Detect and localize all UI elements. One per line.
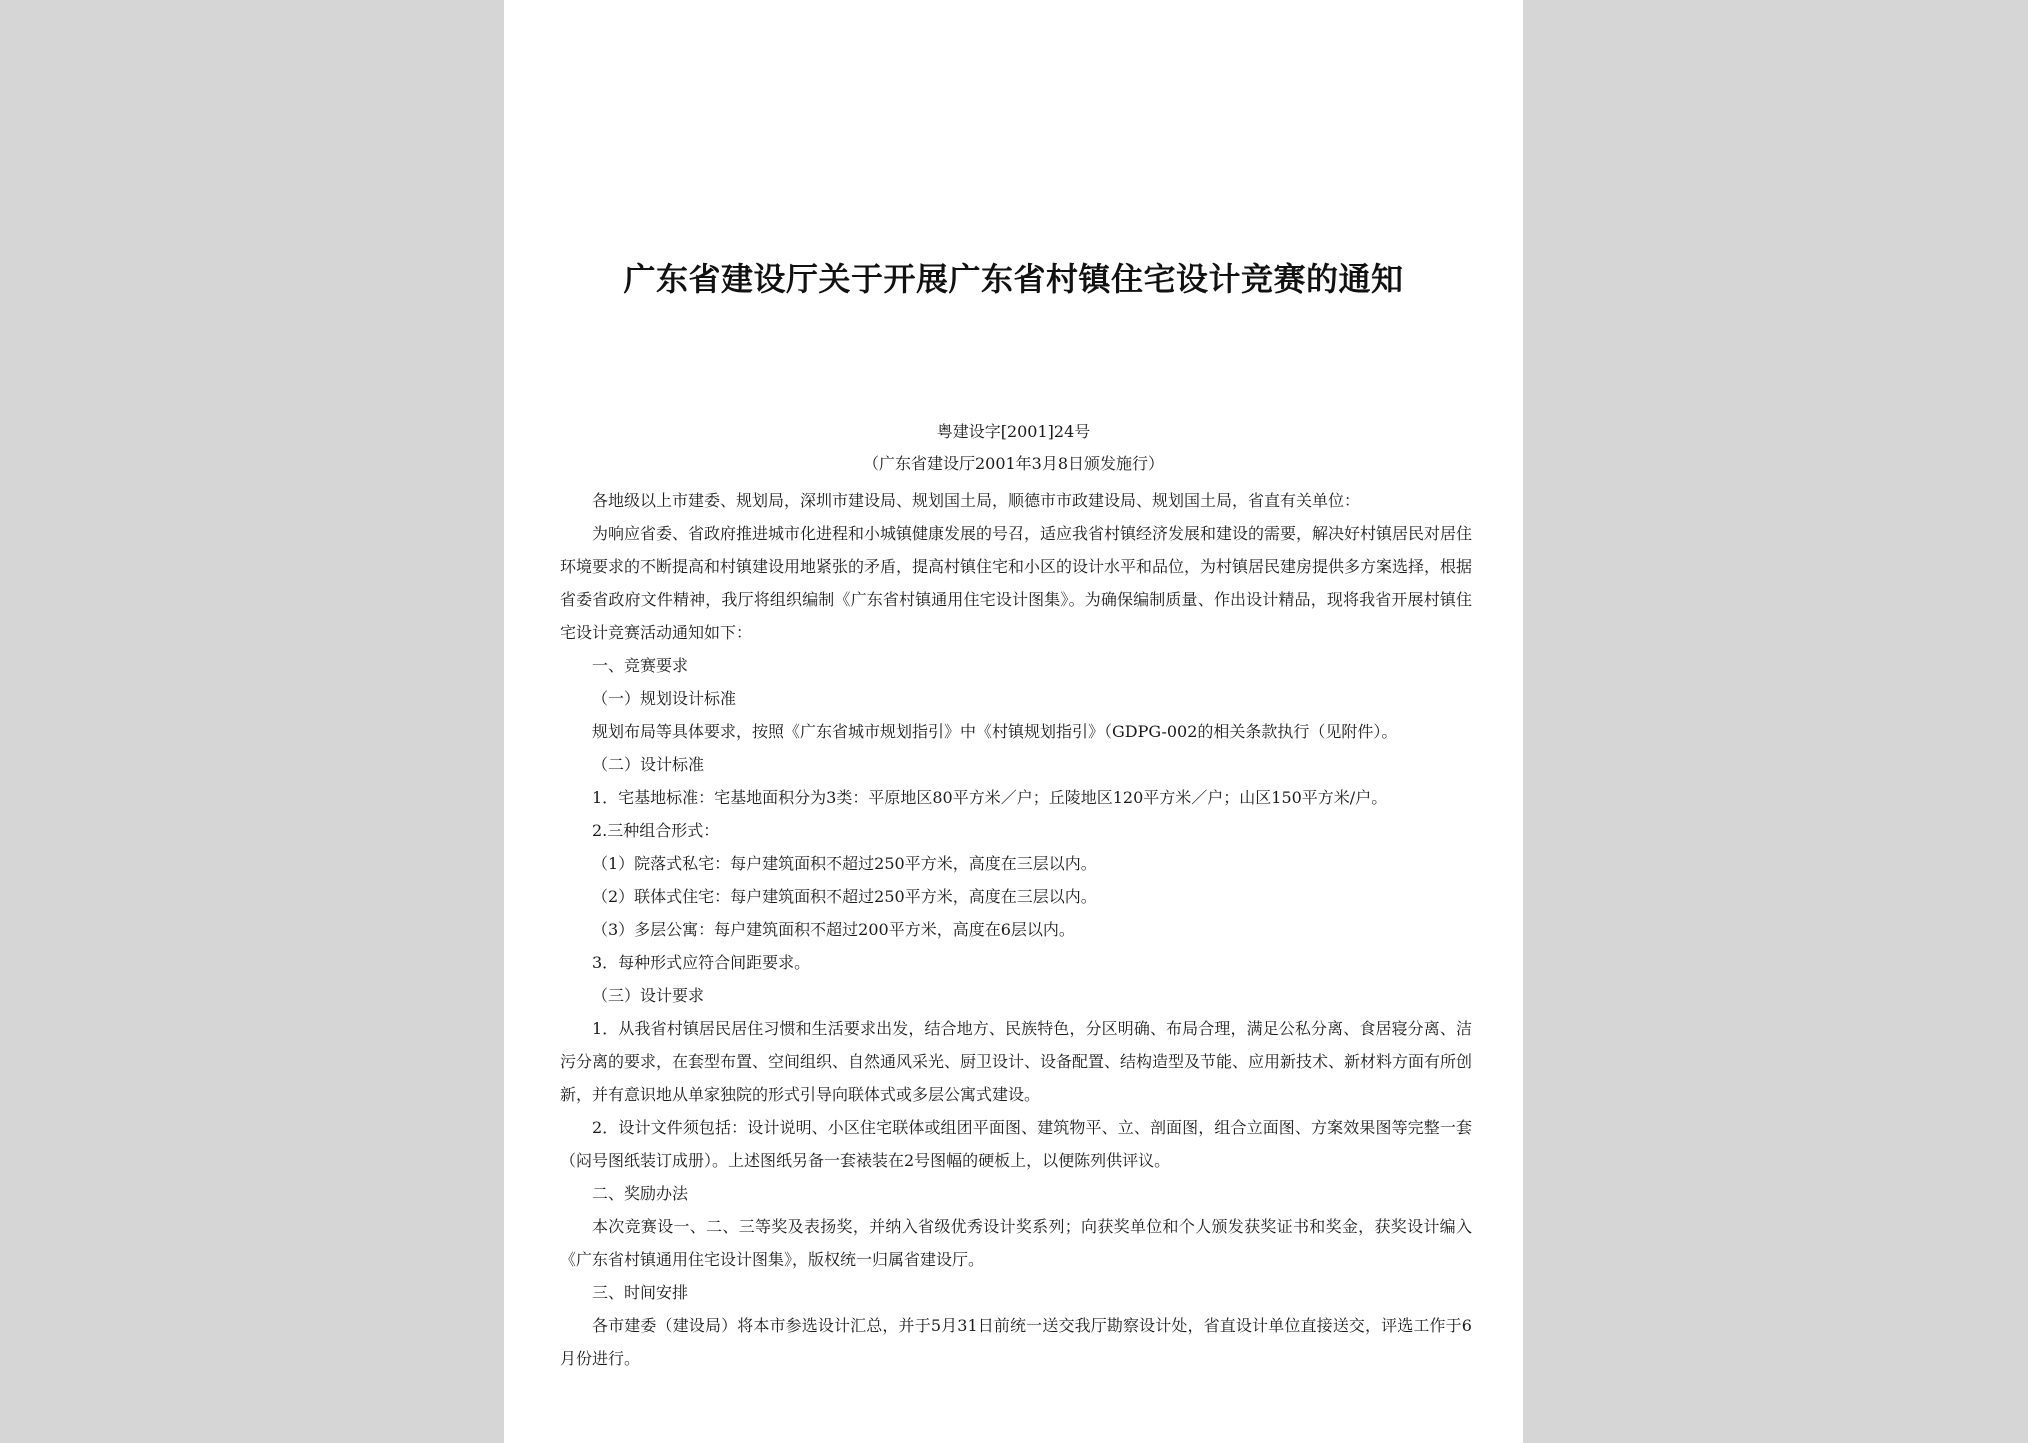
document-body [560,484,1472,1375]
list-item: 2.三种组合形式： [592,821,720,840]
list-item: （2）联体式住宅：每户建筑面积不超过250平方米，高度在三层以内。 [592,887,1097,906]
list-item: 1．从我省村镇居民居住习惯和生活要求出发，结合地方、民族特色，分区明确、布局合理，满足公私分离、食居寝分离、洁污分离的要求，在套型布置、空间组织、自然通风采光、厨卫设计、设备配置、结构造型及节能、应用新技术、新材料方面有所创新，并有意识地从单家独院的形式引导向联体式或多层公寓式建设。 [560,1019,1473,1104]
document-page [504,0,1523,1443]
list-item: （3）多层公寓：每户建筑面积不超过200平方米，高度在6层以内。 [592,920,1075,939]
document-number: 粤建设字[2001]24号 [936,422,1091,441]
list-item: 2．设计文件须包括：设计说明、小区住宅联体或组团平面图、建筑物平、立、剖面图，组合立面图、方案效果图等完整一套（闷号图纸装订成册）。上述图纸另备一套裱装在2号图幅的硬板上，以便陈列供评议。 [560,1118,1472,1170]
body-paragraph: 各市建委（建设局）将本市参选设计汇总，并于5月31日前统一送交我厅勘察设计处，省直设计单位直接送交，评选工作于6月份进行。 [560,1316,1472,1368]
issued-note: （广东省建设厅2001年3月8日颁发施行） [862,454,1165,473]
list-item: 3．每种形式应符合间距要求。 [592,953,811,972]
body-paragraph: 规划布局等具体要求，按照《广东省城市规划指引》中《村镇规划指引》（GDPG-002的相关条款执行（见附件）。 [592,722,1398,741]
body-paragraph: 本次竞赛设一、二、三等奖及表扬奖，并纳入省级优秀设计奖系列；向获奖单位和个人颁发获奖证书和奖金，获奖设计编入《广东省村镇通用住宅设计图集》，版权统一归属省建设厅。 [560,1217,1472,1269]
addressee-line: 各地级以上市建委、规划局，深圳市建设局、规划国土局，顺德市市政建设局、规划国土局，省直有关单位： [592,491,1361,510]
section-heading: 三、时间安排 [592,1283,689,1302]
subsection-heading: （三）设计要求 [592,986,705,1005]
list-item: 1．宅基地标准：宅基地面积分为3类：平原地区80平方米／户；丘陵地区120平方米／户；山区150平方米/户。 [592,788,1388,807]
subsection-heading: （二）设计标准 [592,755,705,774]
section-heading: 二、奖励办法 [592,1184,689,1203]
section-heading: 一、竞赛要求 [592,656,689,675]
intro-paragraph: 为响应省委、省政府推进城市化进程和小城镇健康发展的号召，适应我省村镇经济发展和建设的需要，解决好村镇居民对居住环境要求的不断提高和村镇建设用地紧张的矛盾，提高村镇住宅和小区的设计水平和品位，为村镇居民建房提供多方案选择，根据省委省政府文件精神，我厅将组织编制《广东省村镇通用住宅设计图集》。为确保编制质量、作出设计精品，现将我省开展村镇住宅设计竞赛活动通知如下： [560,524,1473,642]
list-item: （1）院落式私宅：每户建筑面积不超过250平方米，高度在三层以内。 [592,854,1097,873]
document-title: 广东省建设厅关于开展广东省村镇住宅设计竞赛的通知 [623,260,1404,298]
subsection-heading: （一）规划设计标准 [592,689,737,708]
